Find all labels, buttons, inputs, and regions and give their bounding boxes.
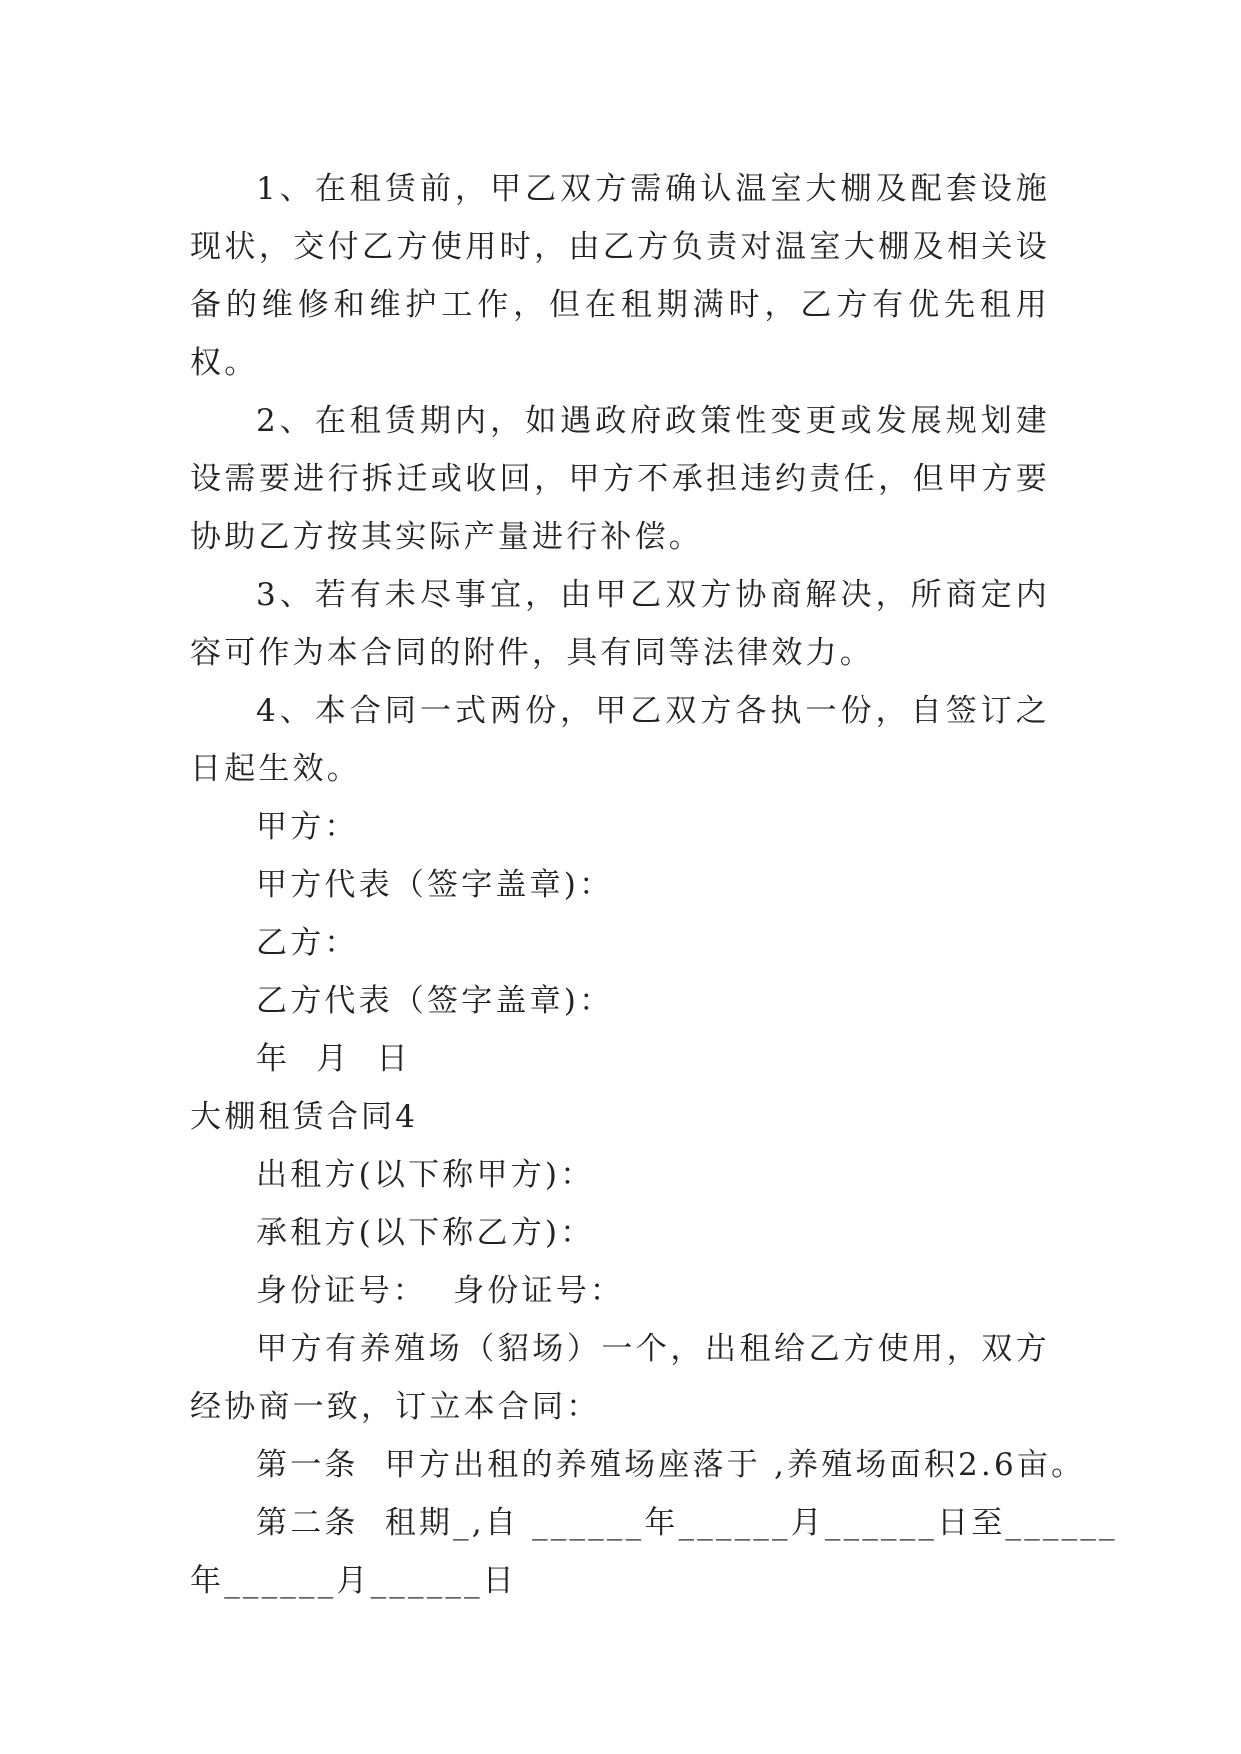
contract-4-title: 大棚租赁合同4 xyxy=(190,1099,419,1135)
document-body xyxy=(190,160,1118,1610)
clause-2: 2、在租赁期内，如遇政府政策性变更或发展规划建设需要进行拆迁或收回，甲方不承担违约责任，但甲方要协助乙方按其实际产量进行补偿。 xyxy=(190,403,1050,555)
clause-3: 3、若有未尽事宜，由甲乙双方协商解决，所商定内容可作为本合同的附件，具有同等法律效力。 xyxy=(190,577,1050,671)
party-a-label: 甲方： xyxy=(256,809,359,845)
clause-4: 4、本合同一式两份，甲乙双方各执一份，自签订之日起生效。 xyxy=(190,693,1050,787)
article-2-line-1: 第二条 租期_,自 ______年______月______日至______ xyxy=(256,1505,1118,1541)
article-2-line-2: 年______月______日 xyxy=(190,1563,517,1599)
contract-4-intro: 甲方有养殖场（貂场）一个，出租给乙方使用，双方经协商一致，订立本合同： xyxy=(190,1331,1050,1425)
party-b-label: 乙方： xyxy=(256,925,359,961)
lessee-label: 承租方(以下称乙方)： xyxy=(256,1215,595,1251)
lessor-label: 出租方(以下称甲方)： xyxy=(256,1157,595,1193)
party-b-rep-label: 乙方代表（签字盖章)： xyxy=(256,983,614,1019)
signature-date: 年 月 日 xyxy=(256,1041,411,1077)
clause-1: 1、在租赁前，甲乙双方需确认温室大棚及配套设施现状，交付乙方使用时，由乙方负责对温室大棚及相关设备的维修和维护工作，但在租期满时，乙方有优先租用权。 xyxy=(190,171,1050,381)
party-a-rep-label: 甲方代表（签字盖章)： xyxy=(256,867,614,903)
id-number-labels: 身份证号： 身份证号： xyxy=(256,1273,625,1309)
article-1: 第一条 甲方出租的养殖场座落于 ,养殖场面积2.6亩。 xyxy=(256,1447,1086,1483)
